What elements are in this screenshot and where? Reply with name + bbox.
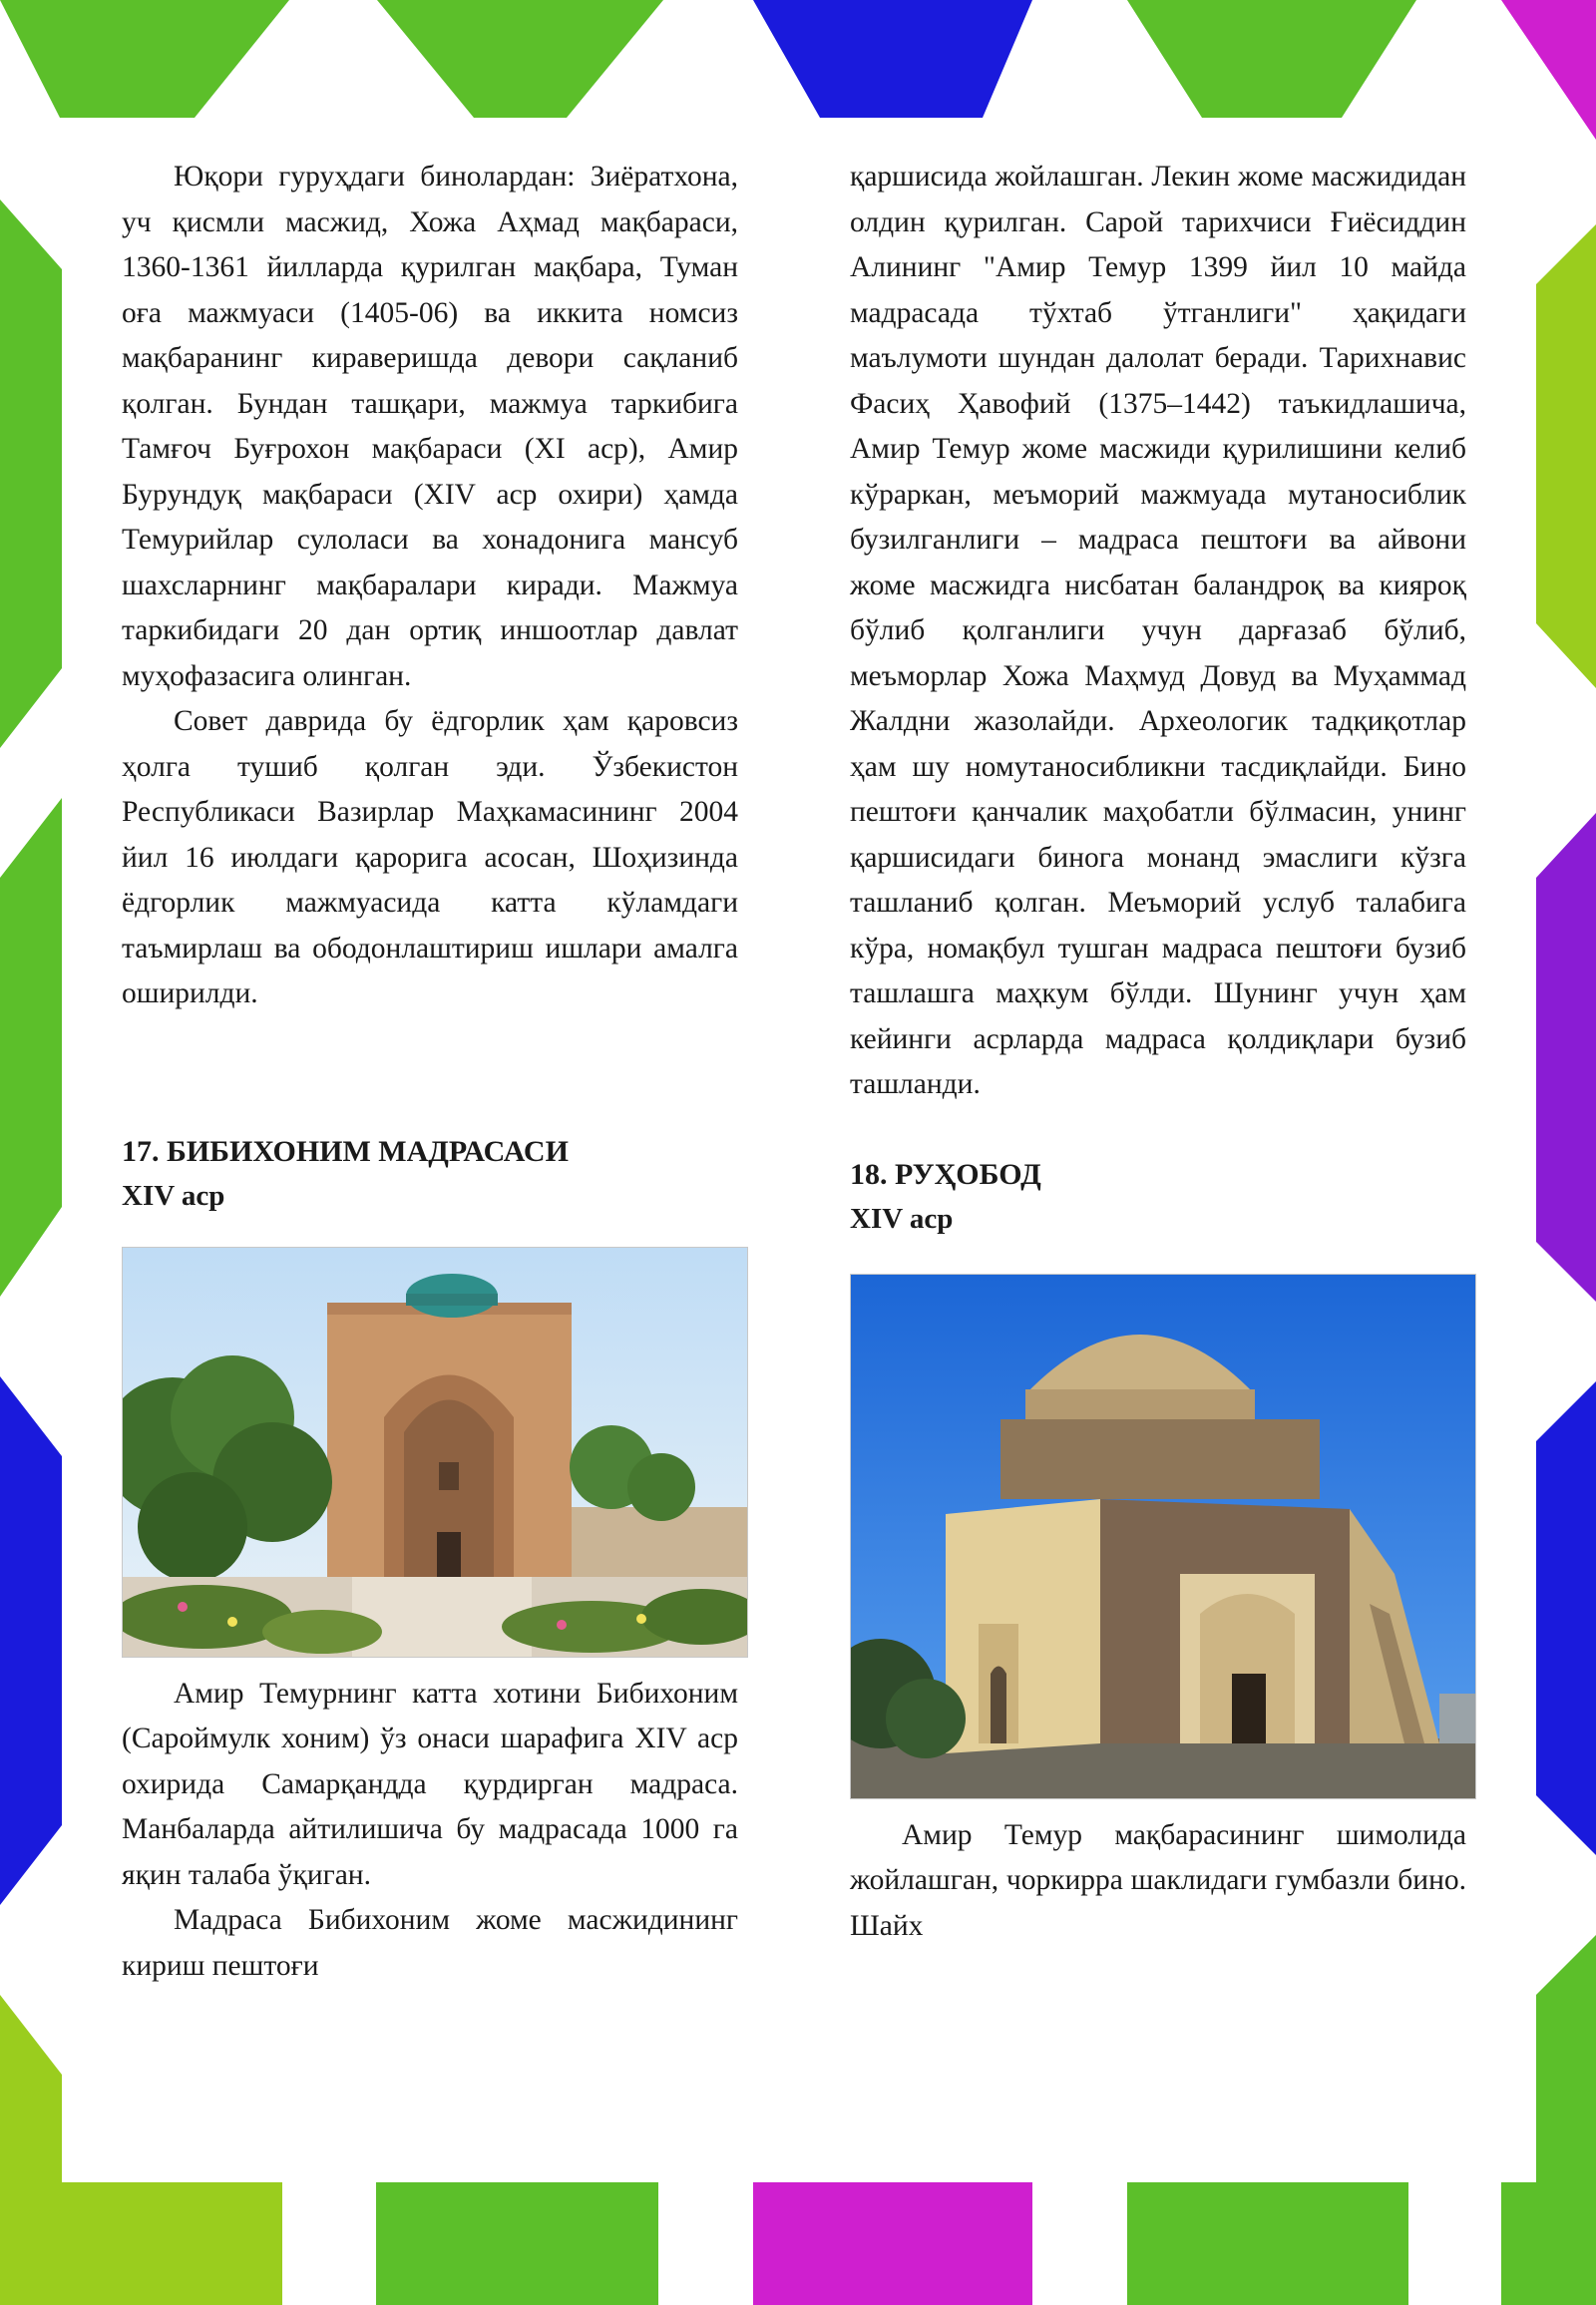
- bottom-frame-shape: [376, 2182, 658, 2305]
- section-18-title: 18. РУҲОБОД: [850, 1157, 1041, 1191]
- left-frame-shape: [0, 1376, 62, 1905]
- right-frame-shape: [1536, 1381, 1596, 1855]
- right-column: [850, 155, 1466, 1949]
- bottom-frame-shape: [1127, 2182, 1408, 2305]
- top-frame-shape: [753, 0, 1032, 118]
- mausoleum-photo-icon: [851, 1275, 1475, 1798]
- left-frame-shape: [0, 798, 62, 1297]
- ruhobod-paragraph: Амир Темур мақбарасининг шимолида жойлашган, чоркирра шаклидаги гумбазли бино. Шайх: [850, 1818, 1466, 1942]
- soviet-paragraph: Совет даврида бу ёдгорлик ҳам қаровсиз ҳолга тушиб қолган эди. Ўзбекистон Республикаси Вазирлар Маҳкамасининг 2004 йил 16 июлдаги қарорига асосан, Шоҳизинда ёдгорлик мажмуасида катта кўламдаги таъмирлаш ва ободонлаштириш ишлари амалга оширилди.: [122, 705, 738, 1009]
- left-frame-shape: [0, 1995, 62, 2184]
- right-frame-shape: [1536, 813, 1596, 1302]
- section-17-century: XIV аср: [122, 1179, 225, 1212]
- bibi-paragraph-2: Мадраса Бибихоним жоме масжидининг кириш пештоғи: [122, 1904, 738, 1982]
- left-frame-shape: [0, 199, 62, 748]
- top-frame-shape: [377, 0, 663, 118]
- right-frame-shape: [1536, 1935, 1596, 2184]
- bibi-paragraph-1: Амир Темурнинг катта хотини Бибихоним (Сароймулк хоним) ўз онаси шарафига XIV аср охирида Самарқандда қурдирган мадраса. Манбаларда айтилишича бу мадрасада 1000 га яқин талаба ўқиган.: [122, 1677, 738, 1891]
- intro-paragraph: Юқори гуруҳдаги бинолардан: Зиёратхона, уч қисмли масжид, Хожа Аҳмад мақбараси, 1360-1361 йилларда қурилган мақбара, Туман оға мажмуаси (1405-06) ва иккита номсиз мақбаранинг кираверишда девори сақланиб қолган. Бундан ташқари, мажмуа таркибига Тамғоч Буғрохон мақбараси (XI аср), Амир Бурундуқ мақбараси (XIV аср охири) ҳамда Темурийлар сулоласи ва хонадонига мансуб шахсларнинг мақбаралари киради. Мажмуа таркибидаги 20 дан ортиқ иншоотлар давлат муҳофазасига олинган.: [122, 161, 738, 692]
- bottom-frame-shape: [1501, 2182, 1596, 2305]
- right-frame-shape: [1536, 224, 1596, 688]
- section-18-century: XIV аср: [850, 1202, 954, 1235]
- mausoleum-photo: [850, 1274, 1476, 1799]
- madrasa-photo-icon: [123, 1248, 747, 1657]
- continuation-paragraph: қаршисида жойлашган. Лекин жоме масжидидан олдин қурилган. Сарой тарихчиси Ғиёсиддин Алининг "Амир Темур 1399 йил 10 майда мадрасада тўхтаб ўтганлиги" ҳақидаги маълумоти шундан далолат беради. Тарихнавис Фасиҳ Ҳавофий (1375–1442) таъкидлашича, Амир Темур жоме масжиди қурилишини келиб кўраркан, меъморий мажмуада мутаносиблик бузилганлиги – мадраса пештоғи ва айвони жоме масжидга нисбатан баландроқ ва кияроқ бўлиб қолганлиги учун дарғазаб бўлиб, меъморлар Хожа Маҳмуд Довуд ва Муҳаммад Жалдни жазолайди. Археологик тадқиқотлар ҳам шу номутаносибликни тасдиқлайди. Бино пештоғи қанчалик маҳобатли бўлмасин, унинг қаршисидаги бинога монанд эмаслиги кўзга ташланиб қолган. Меъморий услуб талабига кўра, номақбул тушган мадраса пештоғи бузиб ташлашга маҳкум бўлди. Шунинг учун ҳам кейинги асрларда мадраса қолдиқлари бузиб ташланди.: [850, 161, 1466, 1100]
- bottom-frame-shape: [753, 2182, 1032, 2305]
- bottom-frame-shape: [0, 2182, 282, 2305]
- left-column: [122, 155, 738, 1989]
- madrasa-photo: [122, 1247, 748, 1658]
- section-17-title: 17. БИБИХОНИМ МАДРАСАСИ: [122, 1134, 569, 1168]
- top-frame-shape: [0, 0, 289, 118]
- top-frame-shape: [1127, 0, 1416, 118]
